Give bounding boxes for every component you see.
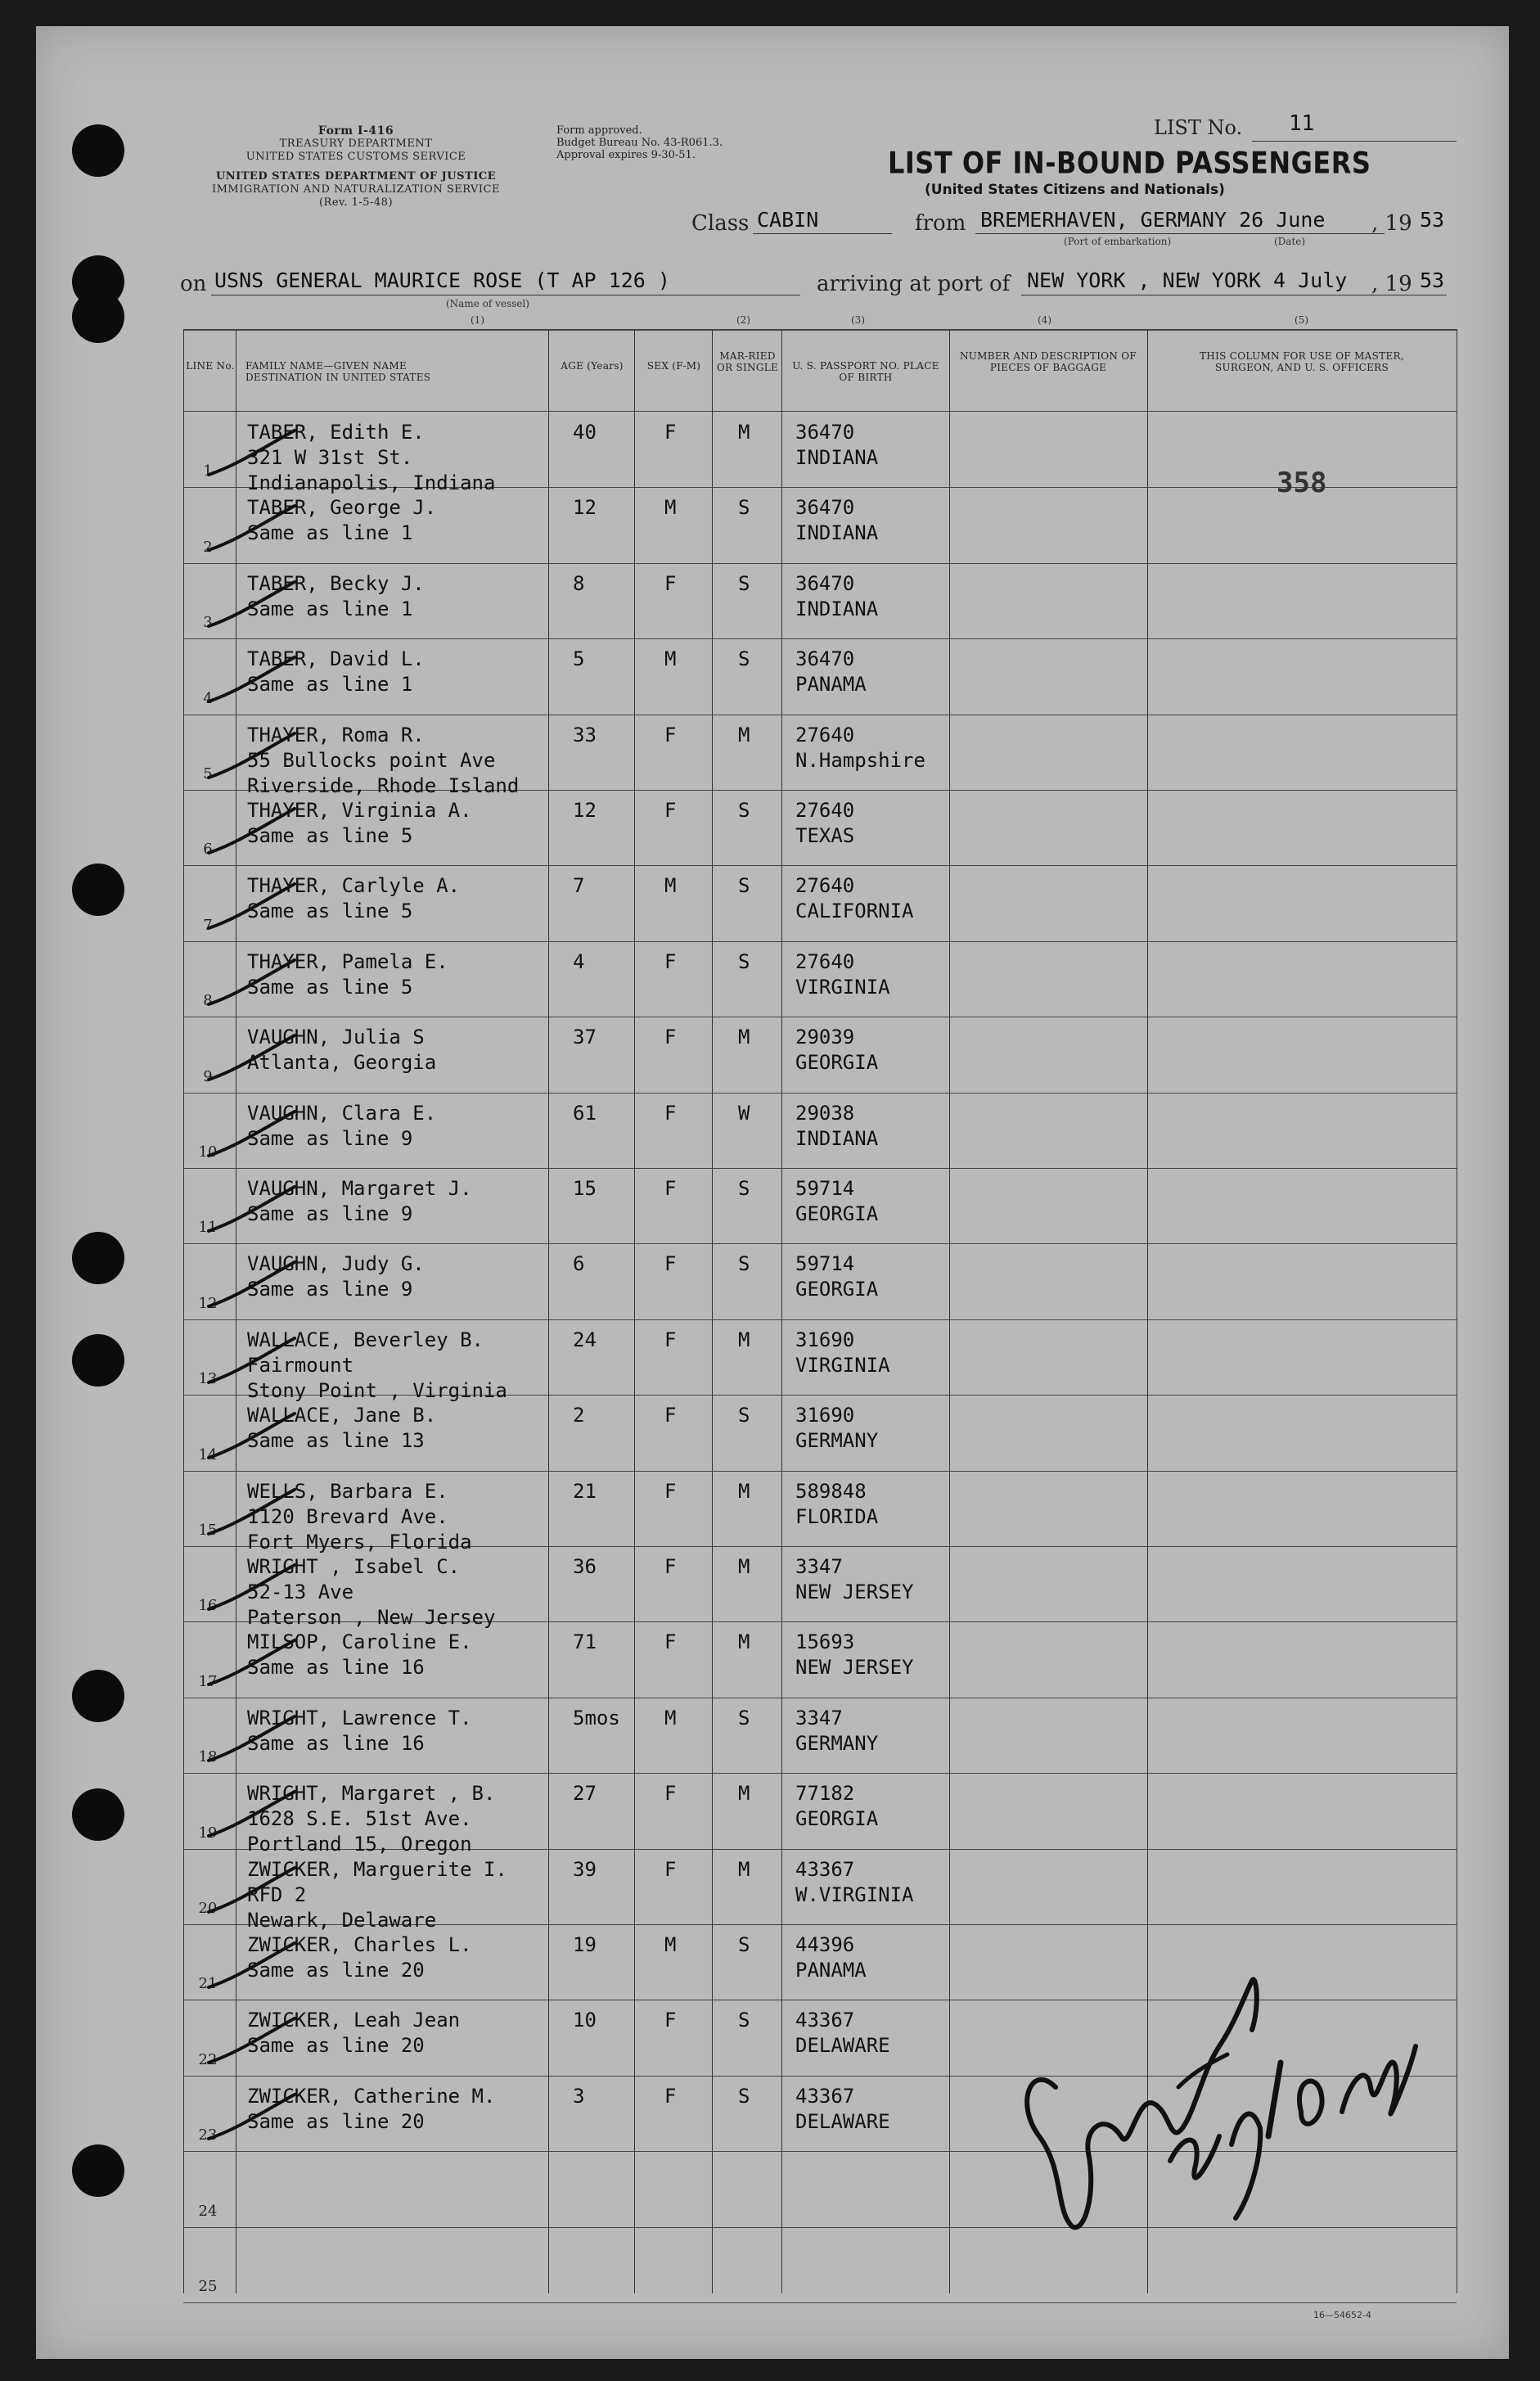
- line-number: 12: [198, 1295, 218, 1312]
- passenger-destination: 55 Bullocks point Ave: [247, 749, 496, 772]
- checkmark-icon: [205, 877, 327, 935]
- passport-number: 3347: [795, 1707, 843, 1729]
- line-number: 21: [198, 1975, 218, 1992]
- place-of-birth: TEXAS: [795, 824, 855, 847]
- row-divider: [183, 1319, 1457, 1320]
- passport-number: 59714: [795, 1252, 855, 1275]
- sex-value: F: [664, 799, 677, 822]
- passenger-destination: Fort Myers, Florida: [247, 1531, 472, 1554]
- officer-stamp-number: 358: [1277, 467, 1327, 499]
- binder-hole: [72, 1670, 124, 1722]
- passenger-name: VAUGHN, Julia S: [247, 1026, 425, 1048]
- row-divider: [183, 1471, 1457, 1472]
- class-label: Class: [691, 211, 750, 236]
- line-number: 10: [198, 1143, 218, 1161]
- passport-number: 36470: [795, 496, 855, 519]
- checkmark-icon: [205, 1483, 327, 1540]
- marital-status: M: [738, 421, 750, 444]
- marital-status: S: [738, 1252, 750, 1275]
- passenger-name: ZWICKER, Catherine M.: [247, 2085, 496, 2108]
- marital-status: S: [738, 1177, 750, 1200]
- passenger-destination: Paterson , New Jersey: [247, 1606, 496, 1629]
- place-of-birth: GEORGIA: [795, 1278, 879, 1301]
- place-of-birth: GEORGIA: [795, 1807, 879, 1830]
- table-top-border: [183, 329, 1457, 331]
- footer-code: 16—54652-4: [1313, 2310, 1371, 2320]
- passport-number: 36470: [795, 421, 855, 444]
- marital-status: M: [738, 1328, 750, 1351]
- passenger-destination: 1628 S.E. 51st Ave.: [247, 1807, 472, 1830]
- line-number: 17: [198, 1673, 218, 1690]
- col-divider: [712, 329, 713, 2293]
- sex-value: F: [664, 1858, 677, 1881]
- form-id: Form I-416: [317, 124, 394, 138]
- passenger-name: WRIGHT , Isabel C.: [247, 1555, 461, 1578]
- age-value: 5: [573, 647, 585, 670]
- line-number: 8: [203, 992, 213, 1009]
- passenger-destination: Same as line 5: [247, 900, 413, 922]
- on-label: on: [180, 272, 207, 296]
- sex-value: F: [664, 1102, 677, 1125]
- passenger-destination: Portland 15, Oregon: [247, 1833, 472, 1856]
- passenger-destination: Same as line 20: [247, 2110, 425, 2133]
- sex-value: M: [664, 1933, 677, 1956]
- passport-number: 27640: [795, 724, 855, 746]
- sex-value: F: [664, 1782, 677, 1805]
- age-value: 5mos: [573, 1707, 620, 1729]
- marital-status: S: [738, 799, 750, 822]
- age-value: 2: [573, 1404, 585, 1427]
- handwritten-signature: [1006, 1948, 1448, 2243]
- passenger-destination: Same as line 1: [247, 521, 413, 544]
- agency-block: [164, 124, 548, 210]
- marital-status: M: [738, 1555, 750, 1578]
- sex-value: M: [664, 874, 677, 897]
- column-number: (4): [1038, 314, 1051, 326]
- checkmark-icon: [205, 1029, 327, 1086]
- place-of-birth: PANAMA: [795, 673, 867, 696]
- passport-number: 15693: [795, 1630, 855, 1653]
- place-of-birth: INDIANA: [795, 521, 879, 544]
- arriving-year: 53: [1420, 268, 1445, 292]
- place-of-birth: VIRGINIA: [795, 976, 890, 999]
- col-divider: [634, 329, 635, 2293]
- vessel-value: USNS GENERAL MAURICE ROSE (T AP 126 ): [214, 268, 670, 292]
- place-of-birth: FLORIDA: [795, 1505, 879, 1528]
- binder-hole: [72, 291, 124, 343]
- document-title: LIST OF IN-BOUND PASSENGERS: [888, 145, 1371, 181]
- passenger-name: TABER, George J.: [247, 496, 437, 519]
- place-of-birth: VIRGINIA: [795, 1354, 890, 1377]
- place-of-birth: INDIANA: [795, 446, 879, 469]
- passenger-destination: Same as line 9: [247, 1202, 413, 1225]
- age-value: 7: [573, 874, 585, 897]
- place-of-birth: GERMANY: [795, 1429, 879, 1452]
- marital-status: S: [738, 1933, 750, 1956]
- list-no-label: LIST No.: [1154, 116, 1243, 139]
- agency-line: TREASURY DEPARTMENT: [279, 138, 433, 150]
- binder-hole: [72, 124, 124, 177]
- passport-number: 36470: [795, 572, 855, 595]
- marital-status: M: [738, 724, 750, 746]
- table-left-border: [183, 329, 184, 2293]
- age-value: 8: [573, 572, 585, 595]
- checkmark-icon: [205, 802, 327, 859]
- marital-status: W: [738, 1102, 750, 1125]
- sex-value: F: [664, 1555, 677, 1578]
- sex-value: F: [664, 572, 677, 595]
- agency-line: UNITED STATES CUSTOMS SERVICE: [245, 151, 466, 163]
- line-number: 22: [198, 2051, 218, 2068]
- age-value: 71: [573, 1630, 597, 1653]
- passenger-destination: Same as line 20: [247, 2034, 425, 2057]
- passenger-name: THAYER, Pamela E.: [247, 950, 448, 973]
- class-value: CABIN: [757, 208, 819, 232]
- passenger-destination: Same as line 13: [247, 1429, 425, 1452]
- marital-status: S: [738, 572, 750, 595]
- marital-status: S: [738, 2085, 750, 2108]
- row-divider: [183, 941, 1457, 942]
- passport-number: 43367: [795, 1858, 855, 1881]
- age-value: 39: [573, 1858, 597, 1881]
- sex-value: M: [664, 647, 677, 670]
- binder-hole: [72, 1232, 124, 1284]
- passenger-name: TABER, David L.: [247, 647, 425, 670]
- column-number: (2): [736, 314, 750, 326]
- passenger-destination: Atlanta, Georgia: [247, 1051, 437, 1074]
- agency-line: (Rev. 1-5-48): [318, 196, 394, 209]
- col-divider: [781, 329, 782, 2293]
- row-divider: [183, 865, 1457, 866]
- line-number: 4: [203, 690, 213, 707]
- passenger-name: VAUGHN, Judy G.: [247, 1252, 425, 1275]
- passenger-destination: RFD 2: [247, 1883, 307, 1906]
- checkmark-icon: [205, 727, 327, 784]
- from-value: BREMERHAVEN, GERMANY 26 June: [980, 208, 1326, 232]
- passenger-destination: Same as line 9: [247, 1278, 413, 1301]
- place-of-birth: DELAWARE: [795, 2110, 890, 2133]
- sex-value: M: [664, 1707, 677, 1729]
- approval-block: [556, 124, 723, 161]
- marital-status: M: [738, 1630, 750, 1653]
- marital-status: M: [738, 1480, 750, 1503]
- sex-value: F: [664, 1328, 677, 1351]
- passenger-destination: 52-13 Ave: [247, 1581, 354, 1603]
- place-of-birth: GERMANY: [795, 1732, 879, 1755]
- passenger-name: VAUGHN, Clara E.: [247, 1102, 437, 1125]
- passenger-name: MILSOP, Caroline E.: [247, 1630, 472, 1653]
- marital-status: S: [738, 1404, 750, 1427]
- age-value: 19: [573, 1933, 597, 1956]
- row-divider: [183, 563, 1457, 564]
- age-value: 10: [573, 2009, 597, 2032]
- agency-line: [164, 164, 548, 170]
- marital-status: S: [738, 874, 750, 897]
- sex-value: F: [664, 421, 677, 444]
- sex-value: M: [664, 496, 677, 519]
- checkmark-icon: [205, 1256, 327, 1313]
- approval-line: Form approved.: [556, 124, 642, 137]
- passport-number: 36470: [795, 647, 855, 670]
- line-number: 5: [203, 765, 213, 782]
- row-divider: [183, 1168, 1457, 1169]
- binder-hole: [72, 2144, 124, 2197]
- age-value: 3: [573, 2085, 585, 2108]
- line-number: 25: [198, 2278, 218, 2295]
- checkmark-icon: [205, 1105, 327, 1162]
- checkmark-icon: [205, 424, 327, 481]
- checkmark-icon: [205, 2088, 327, 2145]
- age-value: 15: [573, 1177, 597, 1200]
- passport-number: 27640: [795, 874, 855, 897]
- passport-number: 29039: [795, 1026, 855, 1048]
- checkmark-icon: [205, 1710, 327, 1767]
- passenger-destination: Fairmount: [247, 1354, 354, 1377]
- checkmark-icon: [205, 1558, 327, 1616]
- column-number: (5): [1295, 314, 1308, 326]
- place-of-birth: W.VIRGINIA: [795, 1883, 914, 1906]
- passenger-destination: 1120 Brevard Ave.: [247, 1505, 448, 1528]
- line-number: 11: [198, 1219, 218, 1236]
- line-number: 24: [198, 2203, 218, 2220]
- col-divider: [548, 329, 549, 2293]
- line-number: 6: [203, 841, 213, 858]
- passenger-name: WRIGHT, Margaret , B.: [247, 1782, 496, 1805]
- line-number: 16: [198, 1597, 218, 1614]
- age-value: 36: [573, 1555, 597, 1578]
- approval-line: Approval expires 9-30-51.: [556, 149, 696, 161]
- header-baggage: NUMBER AND DESCRIPTION OF PIECES OF BAGGAGE: [959, 350, 1137, 373]
- checkmark-icon: [205, 1785, 327, 1842]
- passport-number: 44396: [795, 1933, 855, 1956]
- header-passport: U. S. PASSPORT NO. PLACE OF BIRTH: [792, 360, 939, 383]
- passport-number: 27640: [795, 950, 855, 973]
- passenger-destination: Same as line 5: [247, 976, 413, 999]
- checkmark-icon: [205, 575, 327, 633]
- place-of-birth: INDIANA: [795, 1127, 879, 1150]
- sex-value: F: [664, 1026, 677, 1048]
- checkmark-icon: [205, 1634, 327, 1691]
- passenger-destination: Newark, Delaware: [247, 1909, 437, 1932]
- place-of-birth: NEW JERSEY: [795, 1656, 914, 1679]
- marital-status: S: [738, 1707, 750, 1729]
- passenger-destination: Same as line 1: [247, 673, 413, 696]
- passenger-destination: Riverside, Rhode Island: [247, 774, 520, 797]
- passenger-destination: Indianapolis, Indiana: [247, 471, 496, 494]
- table-header-border: [183, 411, 1457, 412]
- date-caption: (Date): [1274, 236, 1306, 247]
- age-value: 61: [573, 1102, 597, 1125]
- age-value: 37: [573, 1026, 597, 1048]
- line-number: 14: [198, 1446, 218, 1463]
- col-divider: [949, 329, 950, 2293]
- age-value: 4: [573, 950, 585, 973]
- checkmark-icon: [205, 1861, 327, 1919]
- header-sex: SEX (F-M): [646, 360, 701, 372]
- agency-line: IMMIGRATION AND NATURALIZATION SERVICE: [211, 183, 501, 196]
- passenger-name: TABER, Becky J.: [247, 572, 425, 595]
- passenger-destination: Same as line 16: [247, 1656, 425, 1679]
- passenger-destination: Same as line 16: [247, 1732, 425, 1755]
- passenger-name: WRIGHT, Lawrence T.: [247, 1707, 472, 1729]
- header-age: AGE (Years): [561, 360, 624, 372]
- passenger-name: THAYER, Carlyle A.: [247, 874, 461, 897]
- passport-number: 43367: [795, 2009, 855, 2032]
- list-no-underline: [1252, 141, 1457, 142]
- row-divider: [183, 1243, 1457, 1244]
- line-number: 3: [203, 614, 213, 631]
- agency-line: UNITED STATES DEPARTMENT OF JUSTICE: [215, 170, 497, 183]
- sex-value: F: [664, 1252, 677, 1275]
- checkmark-icon: [205, 954, 327, 1011]
- sex-value: F: [664, 1404, 677, 1427]
- column-number: (1): [471, 314, 484, 326]
- age-value: 33: [573, 724, 597, 746]
- row-divider: [183, 1093, 1457, 1094]
- passenger-destination: Same as line 5: [247, 824, 413, 847]
- from-underline: [975, 233, 1385, 234]
- row-divider: [183, 638, 1457, 639]
- checkmark-icon: [205, 499, 327, 557]
- place-of-birth: CALIFORNIA: [795, 900, 914, 922]
- passenger-name: VAUGHN, Margaret J.: [247, 1177, 472, 1200]
- line-number: 9: [203, 1068, 213, 1085]
- document-subtitle: (United States Citizens and Nationals): [925, 182, 1225, 198]
- binder-hole: [72, 1334, 124, 1387]
- arriving-label: arriving at port of: [817, 272, 1011, 296]
- list-no-value: 11: [1289, 111, 1315, 136]
- passport-number: 31690: [795, 1328, 855, 1351]
- checkmark-icon: [205, 651, 327, 708]
- from-year-prefix: , 19: [1371, 211, 1412, 236]
- passport-number: 59714: [795, 1177, 855, 1200]
- place-of-birth: DELAWARE: [795, 2034, 890, 2057]
- place-of-birth: GEORGIA: [795, 1051, 879, 1074]
- line-number: 7: [203, 917, 213, 934]
- passport-number: 27640: [795, 799, 855, 822]
- age-value: 6: [573, 1252, 585, 1275]
- line-number: 1: [203, 462, 213, 480]
- binder-hole: [72, 1788, 124, 1841]
- passenger-name: ZWICKER, Marguerite I.: [247, 1858, 507, 1881]
- arriving-year-prefix: , 19: [1371, 272, 1412, 296]
- age-value: 27: [573, 1782, 597, 1805]
- passenger-name: THAYER, Virginia A.: [247, 799, 472, 822]
- line-number: 19: [198, 1824, 218, 1842]
- passport-number: 3347: [795, 1555, 843, 1578]
- line-number: 18: [198, 1748, 218, 1765]
- line-number: 2: [203, 539, 213, 556]
- marital-status: M: [738, 1026, 750, 1048]
- age-value: 12: [573, 496, 597, 519]
- header-line-no: LINE No.: [186, 360, 235, 372]
- port-caption: (Port of embarkation): [1064, 236, 1172, 247]
- marital-status: S: [738, 2009, 750, 2032]
- passenger-destination: Same as line 1: [247, 598, 413, 620]
- checkmark-icon: [205, 1180, 327, 1238]
- approval-line: Budget Bureau No. 43-R061.3.: [556, 137, 723, 149]
- age-value: 12: [573, 799, 597, 822]
- passenger-name: WALLACE, Beverley B.: [247, 1328, 484, 1351]
- header-officers: THIS COLUMN FOR USE OF MASTER, SURGEON, AND U. S. OFFICERS: [1200, 350, 1404, 373]
- checkmark-icon: [205, 1407, 327, 1464]
- place-of-birth: PANAMA: [795, 1959, 867, 1982]
- passenger-destination: Same as line 20: [247, 1959, 425, 1982]
- place-of-birth: N.Hampshire: [795, 749, 925, 772]
- passenger-destination: 321 W 31st St.: [247, 446, 413, 469]
- place-of-birth: INDIANA: [795, 598, 879, 620]
- checkmark-icon: [205, 1332, 327, 1389]
- sex-value: F: [664, 1480, 677, 1503]
- passport-number: 589848: [795, 1480, 867, 1503]
- sex-value: F: [664, 950, 677, 973]
- column-number: (3): [851, 314, 865, 326]
- line-number: 15: [198, 1522, 218, 1539]
- marital-status: M: [738, 1782, 750, 1805]
- passenger-destination: Same as line 9: [247, 1127, 413, 1150]
- sex-value: F: [664, 1177, 677, 1200]
- class-underline: [753, 233, 892, 234]
- marital-status: M: [738, 1858, 750, 1881]
- passenger-name: ZWICKER, Leah Jean: [247, 2009, 461, 2032]
- place-of-birth: GEORGIA: [795, 1202, 879, 1225]
- sex-value: F: [664, 2009, 677, 2032]
- passenger-name: WELLS, Barbara E.: [247, 1480, 448, 1503]
- sex-value: F: [664, 724, 677, 746]
- age-value: 24: [573, 1328, 597, 1351]
- line-number: 23: [198, 2126, 218, 2144]
- passenger-destination: Stony Point , Virginia: [247, 1379, 507, 1402]
- row-divider: [183, 2302, 1457, 2303]
- marital-status: S: [738, 647, 750, 670]
- vessel-caption: (Name of vessel): [446, 298, 529, 309]
- binder-hole: [72, 864, 124, 916]
- from-year: 53: [1420, 208, 1445, 232]
- line-number: 20: [198, 1900, 218, 1917]
- marital-status: S: [738, 950, 750, 973]
- age-value: 21: [573, 1480, 597, 1503]
- header-name: FAMILY NAME—GIVEN NAME DESTINATION IN UNITED STATES: [245, 360, 431, 383]
- place-of-birth: NEW JERSEY: [795, 1581, 914, 1603]
- passenger-name: THAYER, Roma R.: [247, 724, 425, 746]
- passenger-name: TABER, Edith E.: [247, 421, 425, 444]
- passport-number: 43367: [795, 2085, 855, 2108]
- checkmark-icon: [205, 2012, 327, 2069]
- arriving-value: NEW YORK , NEW YORK 4 July: [1027, 268, 1348, 292]
- row-divider: [183, 1773, 1457, 1774]
- passenger-name: ZWICKER, Charles L.: [247, 1933, 472, 1956]
- sex-value: F: [664, 2085, 677, 2108]
- age-value: 40: [573, 421, 597, 444]
- line-number: 13: [198, 1370, 218, 1387]
- passport-number: 31690: [795, 1404, 855, 1427]
- passenger-name: WALLACE, Jane B.: [247, 1404, 437, 1427]
- passport-number: 77182: [795, 1782, 855, 1805]
- marital-status: S: [738, 496, 750, 519]
- passport-number: 29038: [795, 1102, 855, 1125]
- checkmark-icon: [205, 1937, 327, 1994]
- header-married: MAR-RIED OR SINGLE: [716, 350, 779, 373]
- from-label: from: [915, 211, 966, 236]
- sex-value: F: [664, 1630, 677, 1653]
